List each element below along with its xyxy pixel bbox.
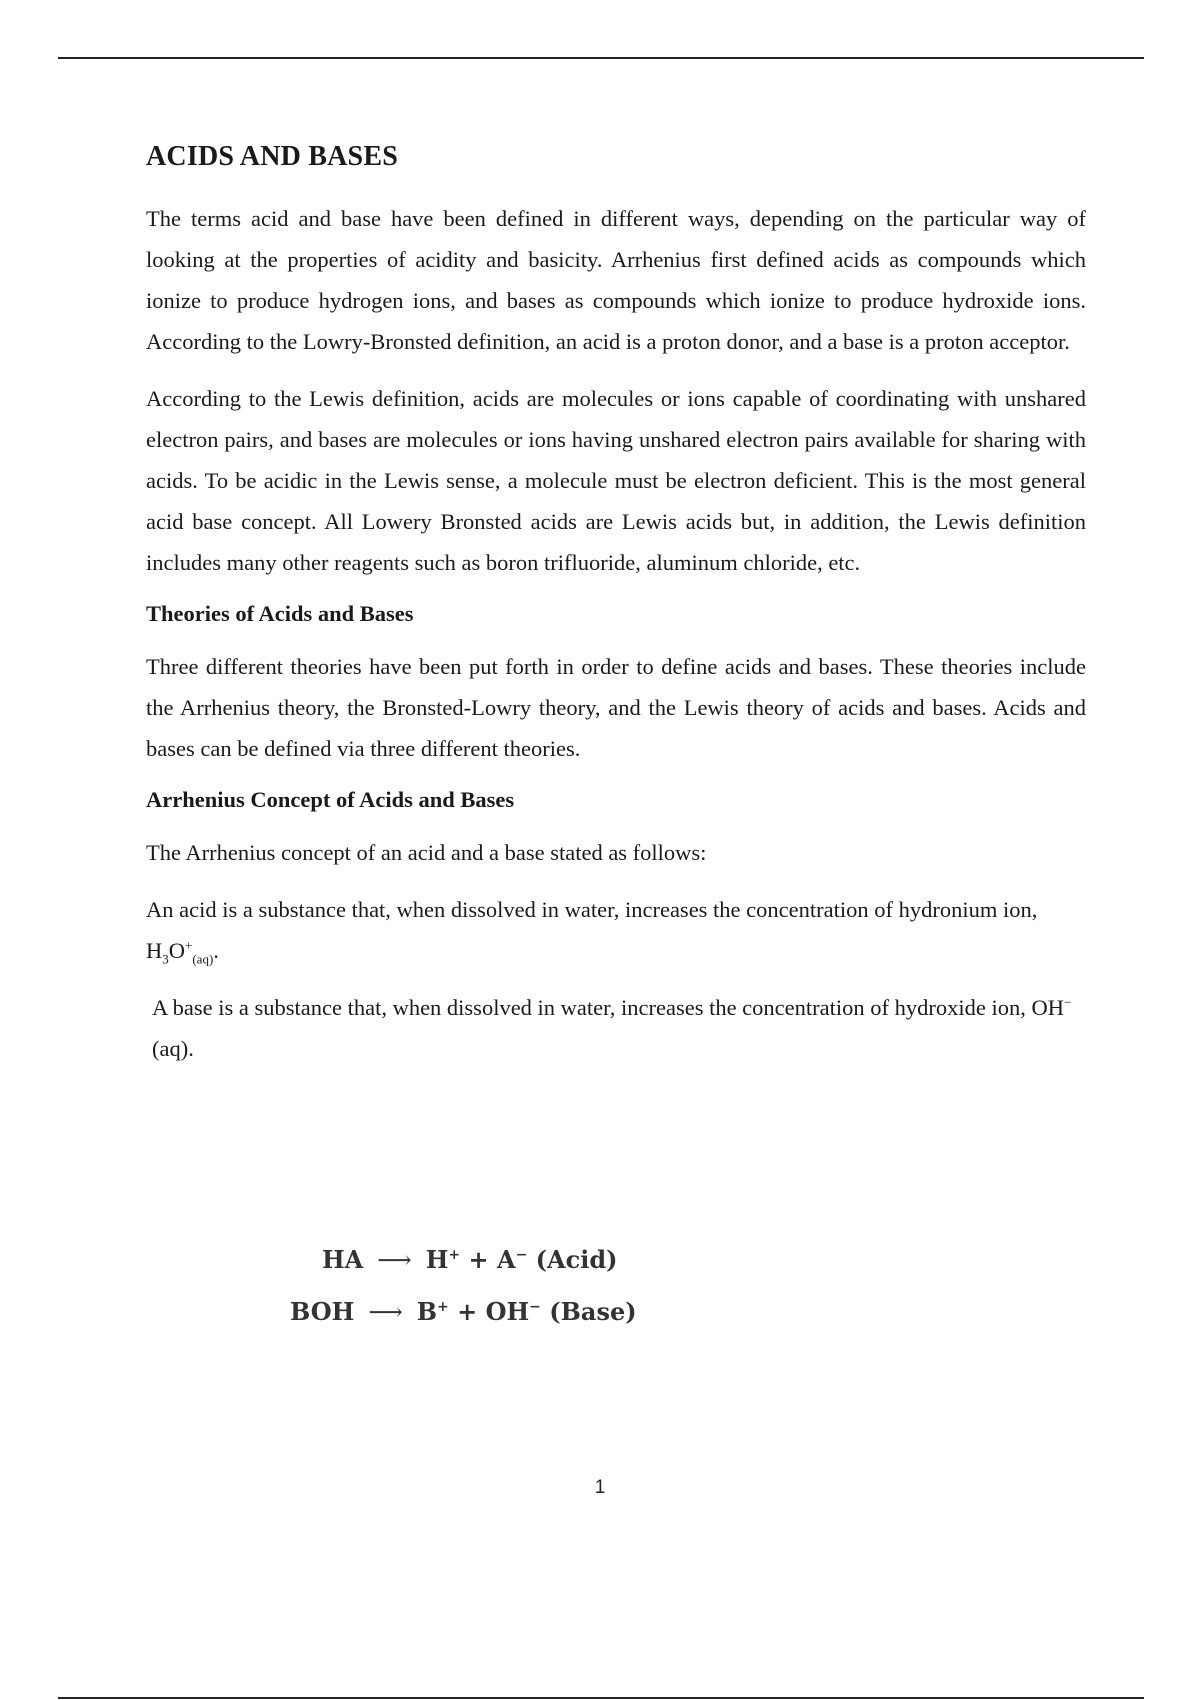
header-rule [58, 57, 1144, 59]
acid-eq-rhs-1: H [425, 1245, 449, 1274]
base-end: (aq). [152, 1036, 194, 1062]
theories-paragraph: Three different theories have been put forth in order to define acids and bases. These theories include the Arrhenius theory, the Bronsted-Lowry theory, and the Lewis theory of acids and bases. Acids and bases can be defined via three different theories. [146, 653, 1086, 761]
arrhenius-base-definition [146, 987, 1086, 1069]
document-title: ACIDS AND BASES [146, 141, 398, 172]
arrhenius-heading: Arrhenius Concept of Acids and Bases [146, 786, 515, 812]
base-eq-rhs-2: OH [485, 1297, 530, 1326]
acid-superscript: + [185, 937, 193, 953]
intro-paragraph: The terms acid and base have been defined in different ways, depending on the particular way of looking at the properties of acidity and basicity. Arrhenius first defined acids as compounds which ionize to produce hydrogen ions, and bases as compounds which ionize to produce hydroxide ions. According to the Lowry-Bronsted definition, an acid is a proton donor, and a base is a proton acceptor. [146, 205, 1086, 354]
footer-rule [58, 1697, 1144, 1699]
acid-end: . [213, 938, 219, 964]
acid-eq-rhs-2-sup: − [515, 1247, 528, 1263]
acid-oxygen: O [168, 938, 185, 964]
arrhenius-acid-definition [146, 889, 1086, 971]
acid-subscript: 3 [162, 951, 169, 967]
arrow-icon: ⟶ [377, 1246, 412, 1274]
base-eq-rhs-2-sup: − [529, 1299, 541, 1315]
acid-eq-lhs: HA [322, 1245, 364, 1274]
base-equation [290, 1286, 850, 1338]
acid-eq-plus: + [468, 1245, 489, 1274]
acid-eq-rhs-1-sup: + [448, 1247, 461, 1263]
base-eq-rhs-1: B [416, 1297, 438, 1326]
acid-eq-rhs-2: A [496, 1245, 516, 1274]
document-body [146, 140, 1086, 1085]
arrhenius-intro: The Arrhenius concept of an acid and a base stated as follows: [146, 840, 707, 866]
arrow-icon: ⟶ [368, 1298, 403, 1326]
base-superscript: − [1063, 994, 1072, 1010]
lewis-paragraph: According to the Lewis definition, acids are molecules or ions capable of coordinating with unshared electron pairs, and bases are molecules or ions having unshared electron pairs available for sharing with acids. To be acidic in the Lewis sense, a molecule must be electron deficient. This is the most general acid base concept. All Lowery Bronsted acids are Lewis acids but, in addition, the Lewis definition includes many other reagents such as boron trifluoride, aluminum chloride, etc. [146, 385, 1086, 575]
base-eq-label: (Base) [549, 1297, 637, 1326]
base-eq-lhs: BOH [290, 1297, 355, 1326]
acid-eq-label: (Acid) [535, 1245, 618, 1274]
base-eq-rhs-1-sup: + [437, 1299, 449, 1315]
equations-block [290, 1234, 850, 1338]
page-number: 1 [594, 1477, 606, 1498]
base-eq-plus: + [457, 1297, 478, 1326]
acid-equation [290, 1234, 850, 1286]
acid-definition-text: An acid is a substance that, when dissolved in water, increases the concentration of hydronium ion, H [146, 897, 1038, 964]
base-definition-text: A base is a substance that, when dissolved in water, increases the concentration of hydroxide ion, OH [152, 995, 1064, 1021]
theories-heading: Theories of Acids and Bases [146, 600, 414, 626]
acid-state: (aq) [192, 951, 214, 967]
